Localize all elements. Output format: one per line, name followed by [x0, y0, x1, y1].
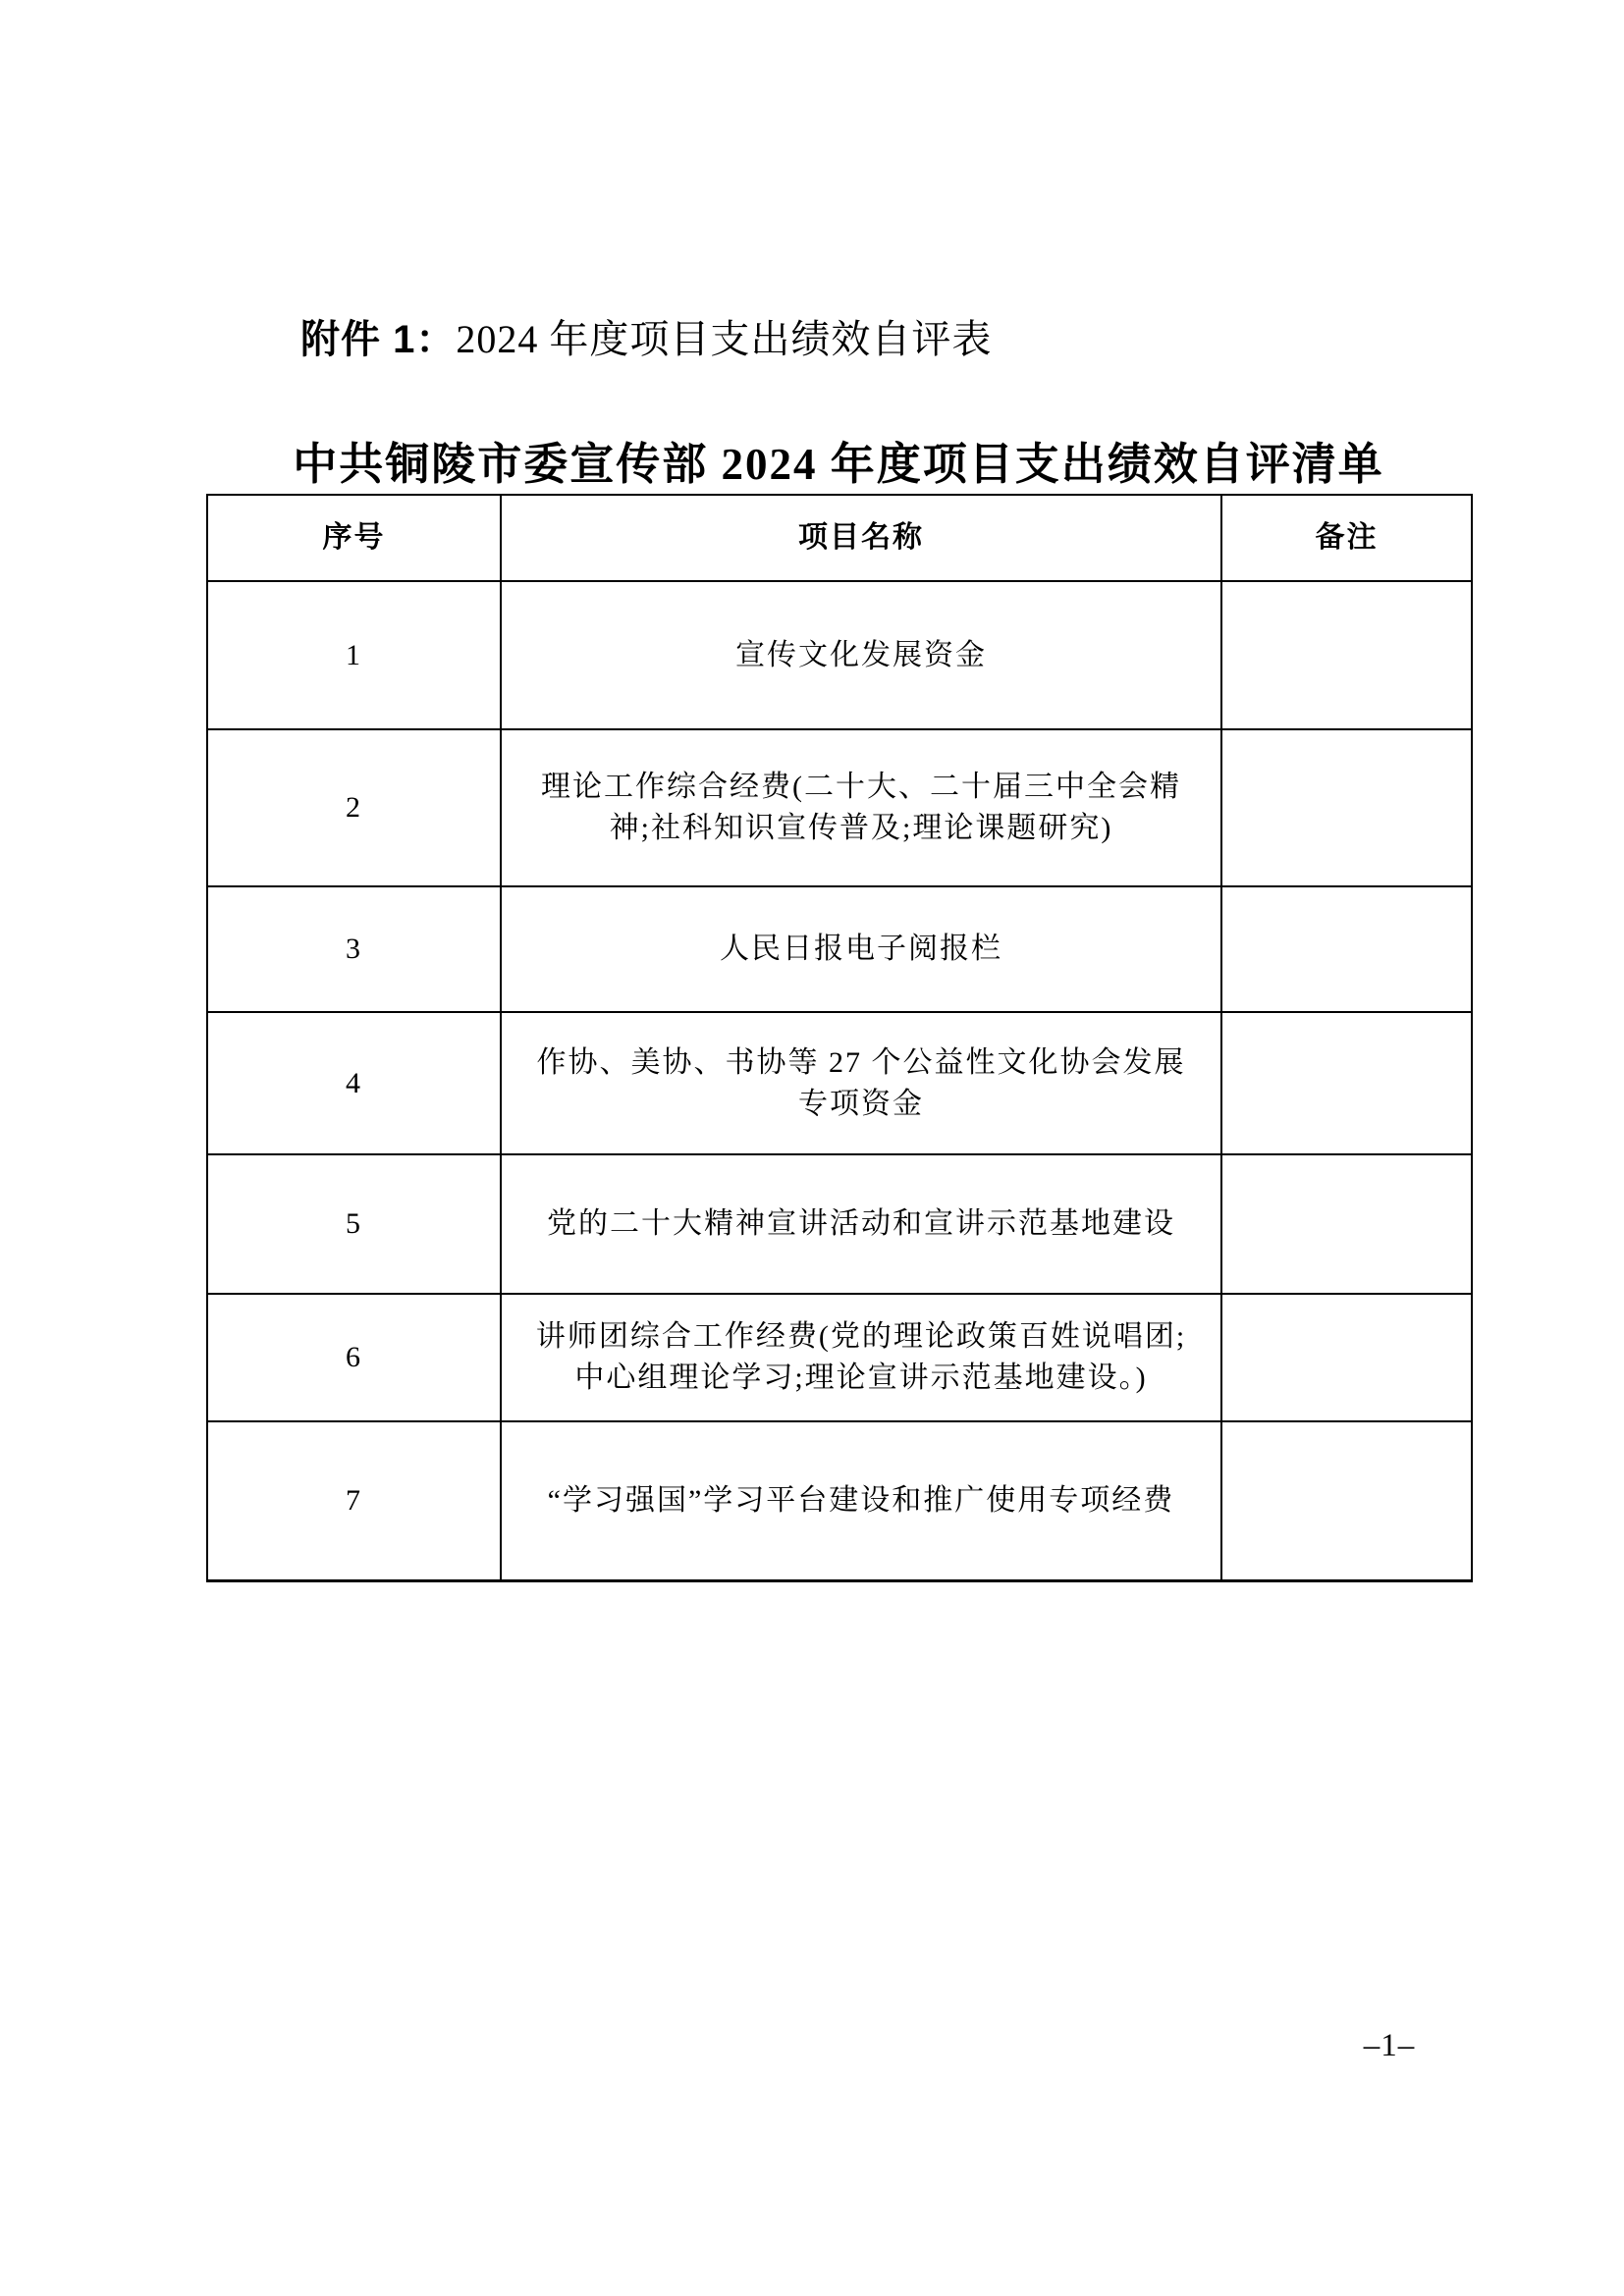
table-row: [207, 581, 1472, 729]
header-note: 备注: [1221, 495, 1472, 581]
table-row: [207, 886, 1472, 1012]
cell-project-name: 人民日报电子阅报栏: [501, 886, 1221, 1012]
header-project-name: 项目名称: [501, 495, 1221, 581]
self-evaluation-table: [206, 494, 1473, 1582]
attachment-heading-text: 2024 年度项目支出绩效自评表: [456, 317, 993, 361]
cell-project-name: 党的二十大精神宣讲活动和宣讲示范基地建设: [501, 1154, 1221, 1294]
cell-note: [1221, 1154, 1472, 1294]
cell-project-name: 理论工作综合经费(二十大、二十届三中全会精神;社科知识宣传普及;理论课题研究): [501, 729, 1221, 886]
header-no: 序号: [207, 495, 501, 581]
cell-note: [1221, 729, 1472, 886]
attachment-heading-label: 附件 1：: [300, 318, 457, 361]
cell-no: 6: [207, 1294, 501, 1421]
cell-no: 1: [207, 581, 501, 729]
table-row: [207, 1012, 1472, 1154]
cell-no: 7: [207, 1421, 501, 1580]
table-row: [207, 1421, 1472, 1580]
cell-project-name: 作协、美协、书协等 27 个公益性文化协会发展专项资金: [501, 1012, 1221, 1154]
cell-project-name: 讲师团综合工作经费(党的理论政策百姓说唱团;中心组理论学习;理论宣讲示范基地建设。): [501, 1294, 1221, 1421]
cell-note: [1221, 1012, 1472, 1154]
table-title: 中共铜陵市委宣传部 2024 年度项目支出绩效自评清单: [293, 440, 1384, 489]
cell-note: [1221, 581, 1472, 729]
cell-note: [1221, 1294, 1472, 1421]
table-header-row: [207, 495, 1472, 581]
cell-no: 4: [207, 1012, 501, 1154]
attachment-heading: [300, 316, 992, 363]
page-number: –1–: [1363, 2028, 1416, 2063]
cell-no: 5: [207, 1154, 501, 1294]
cell-note: [1221, 886, 1472, 1012]
cell-project-name: 宣传文化发展资金: [501, 581, 1221, 729]
cell-no: 2: [207, 729, 501, 886]
cell-note: [1221, 1421, 1472, 1580]
cell-no: 3: [207, 886, 501, 1012]
cell-project-name: “学习强国”学习平台建设和推广使用专项经费: [501, 1421, 1221, 1580]
table-row: [207, 1154, 1472, 1294]
table-row: [207, 729, 1472, 886]
table-row: [207, 1294, 1472, 1421]
